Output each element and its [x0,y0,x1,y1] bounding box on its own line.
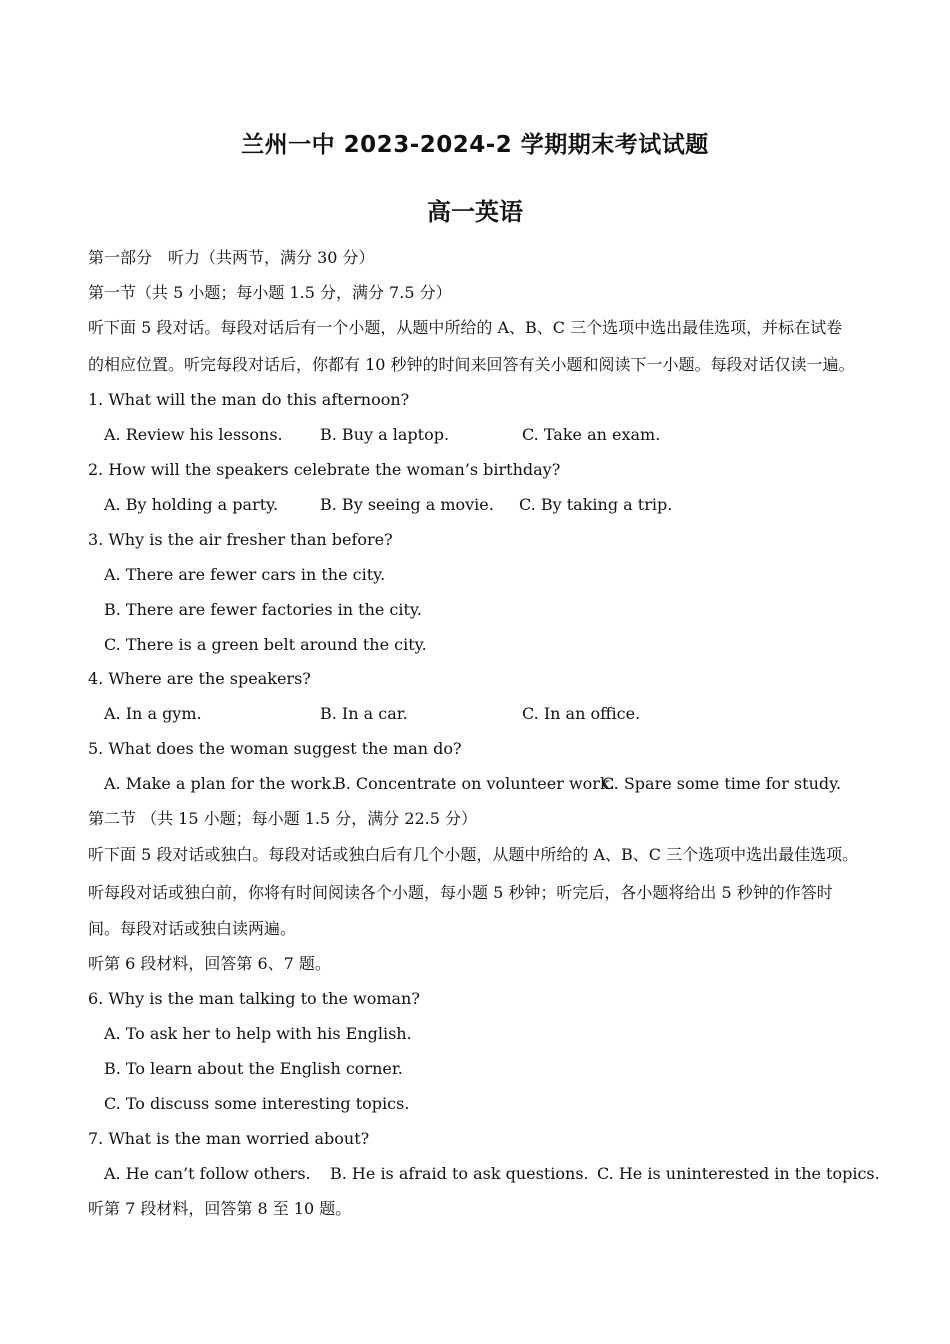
question-1-option-a: A. Review his lessons. [104,425,283,444]
question-1: 1. What will the man do this afternoon? [88,390,410,409]
question-7-option-c: C. He is uninterested in the topics. [597,1164,880,1183]
section2-instructions-3: 间。每段对话或独白读两遍。 [88,919,297,938]
question-1-option-b: B. Buy a laptop. [320,425,450,444]
exam-subject: 高一英语 [427,198,523,226]
question-4-option-a: A. In a gym. [104,704,202,723]
section1-heading: 第一节（共 5 小题；每小题 1.5 分，满分 7.5 分） [88,283,452,302]
exam-title: 兰州一中 2023-2024-2 学期期末考试试题 [241,132,709,158]
question-7-option-a: A. He can’t follow others. [104,1164,311,1183]
question-5-option-a: A. Make a plan for the work. [104,774,337,793]
question-5-option-c: C. Spare some time for study. [602,774,842,793]
question-6: 6. Why is the man talking to the woman? [88,989,420,1008]
section2-instructions-2: 听每段对话或独白前，你将有时间阅读各个小题，每小题 5 秒钟；听完后，各小题将给出 5 秒钟的作答时 [88,883,833,902]
section2-instructions-1: 听下面 5 段对话或独白。每段对话或独白后有几个小题，从题中所给的 A、B、C 三个选项中选出最佳选项。 [88,845,859,864]
material-7-label: 听第 7 段材料，回答第 8 至 10 题。 [88,1199,352,1218]
material-6-label: 听第 6 段材料，回答第 6、7 题。 [88,954,331,973]
question-7-option-b: B. He is afraid to ask questions. [330,1164,589,1183]
part1-heading: 第一部分 听力（共两节，满分 30 分） [88,248,375,267]
question-3-option-a: A. There are fewer cars in the city. [104,565,386,584]
question-5: 5. What does the woman suggest the man do? [88,739,462,758]
question-2-option-a: A. By holding a party. [104,495,279,514]
section1-instructions-1: 听下面 5 段对话。每段对话后有一个小题，从题中所给的 A、B、C 三个选项中选出最佳选项，并标在试卷 [88,318,843,337]
section1-instructions-2: 的相应位置。听完每段对话后，你都有 10 秒钟的时间来回答有关小题和阅读下一小题。每段对话仅读一遍。 [88,355,855,374]
question-3: 3. Why is the air fresher than before? [88,530,393,549]
question-2-option-b: B. By seeing a movie. [320,495,494,514]
question-2-option-c: C. By taking a trip. [519,495,673,514]
question-3-option-c: C. There is a green belt around the city. [104,635,427,654]
question-4-option-b: B. In a car. [320,704,408,723]
question-6-option-c: C. To discuss some interesting topics. [104,1094,410,1113]
question-1-option-c: C. Take an exam. [522,425,661,444]
question-6-option-b: B. To learn about the English corner. [104,1059,403,1078]
question-4-option-c: C. In an office. [522,704,641,723]
section2-heading: 第二节 （共 15 小题；每小题 1.5 分，满分 22.5 分） [88,809,478,828]
question-3-option-b: B. There are fewer factories in the city. [104,600,422,619]
question-4: 4. Where are the speakers? [88,669,311,688]
question-5-option-b: B. Concentrate on volunteer work. [334,774,615,793]
question-6-option-a: A. To ask her to help with his English. [104,1024,412,1043]
question-7: 7. What is the man worried about? [88,1129,370,1148]
question-2: 2. How will the speakers celebrate the woman’s birthday? [88,460,561,479]
